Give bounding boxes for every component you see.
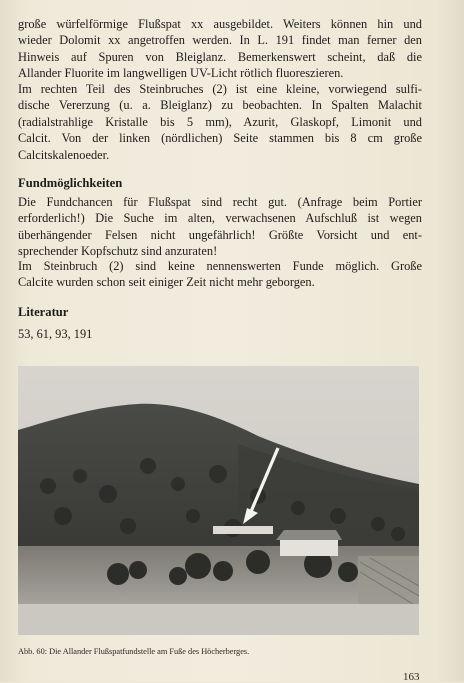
text-line: sprechender Kopfschutz sind anzuraten! bbox=[18, 244, 218, 259]
intro-paragraph bbox=[18, 16, 422, 82]
text-line: (radialstrahlige Kristalle bis 5 mm), Azurit, Glaskopf, Limonit und bbox=[18, 114, 422, 129]
text-line: Im Steinbruch (2) sind keine nennenswerten Funde möglich. Große bbox=[18, 259, 422, 273]
text-line: Calcitskalenoeder. bbox=[18, 147, 110, 162]
text-line: überhängender Felsen nicht ungefährlich! Größte Vorsicht und ent- bbox=[18, 227, 422, 242]
figure-caption: Abb. 60: Die Allander Flußspatfundstelle am Fuße des Höcherberges. bbox=[18, 647, 250, 656]
literature-references bbox=[18, 326, 422, 342]
text-line: Die Fundchancen für Flußspat sind recht gut. (Anfrage beim Portier bbox=[18, 195, 422, 209]
steinbruch-paragraph bbox=[18, 258, 422, 291]
text-line: 53, 61, 93, 191 bbox=[18, 327, 93, 341]
field bbox=[358, 556, 419, 604]
text-line: erforderlich!) Die Suche im alten, verwachsenen Aufschluß ist wegen bbox=[18, 211, 422, 226]
text-line: Im rechten Teil des Steinbruches (2) ist eine kleine, vorwiegend sulfi- bbox=[18, 82, 422, 96]
foreground-road bbox=[18, 604, 419, 635]
text-line: große würfelförmige Flußspat xx ausgebildet. Weiters können hin und bbox=[18, 17, 422, 31]
fundmoeglichkeiten-paragraph bbox=[18, 194, 422, 260]
text-line: dische Vererzung (u. a. Bleiglanz) zu beobachten. In Spalten Malachit bbox=[18, 98, 422, 113]
landscape-photo bbox=[18, 366, 419, 635]
text-line: Hinweis auf Spuren von Bleiglanz. Bemerkenswert scheint, daß die bbox=[18, 49, 422, 64]
section-heading-literatur: Literatur bbox=[18, 305, 69, 319]
section-heading-fundmoeglichkeiten: Fundmöglichkeiten bbox=[18, 176, 123, 190]
text-line: Calcite wurden schon seit einiger Zeit nicht mehr geborgen. bbox=[18, 275, 315, 290]
quarry-paragraph bbox=[18, 81, 422, 163]
building bbox=[280, 538, 338, 556]
quarry-site bbox=[213, 526, 273, 534]
text-line: Calcit. Von der linken (nördlichen) Seite stammen bis 8 cm große bbox=[18, 131, 422, 146]
photo-illustration bbox=[18, 366, 419, 635]
text-line: wieder Dolomit xx angetroffen werden. In L. 191 findet man ferner den bbox=[18, 33, 422, 48]
text-line: Allander Fluorite im langwelligen UV-Licht rötlich fluoreszieren. bbox=[18, 66, 344, 81]
page-number: 163 bbox=[403, 671, 420, 683]
